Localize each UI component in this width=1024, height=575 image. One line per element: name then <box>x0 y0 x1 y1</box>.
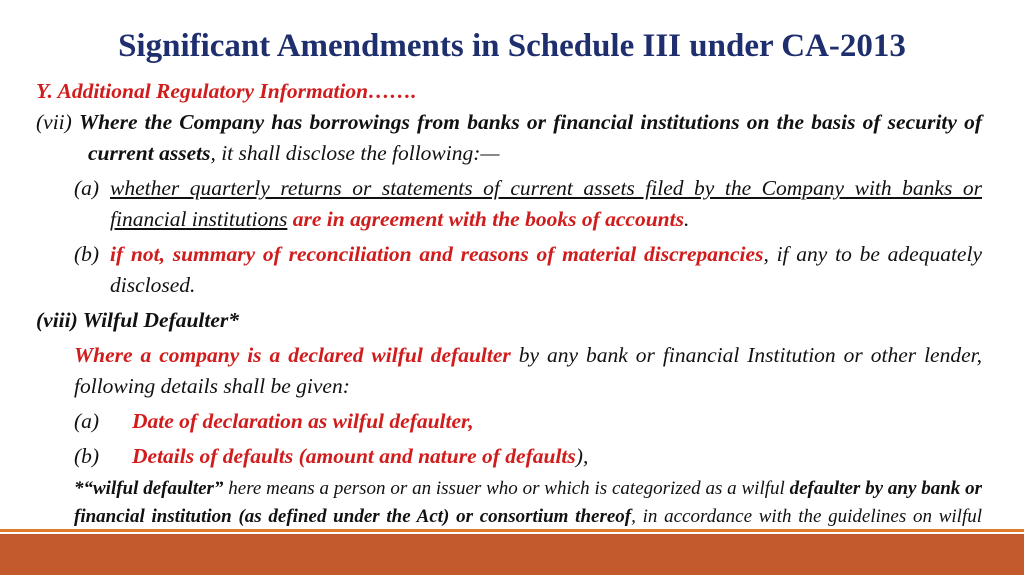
section-heading: Y. Additional Regulatory Information……. <box>36 79 417 103</box>
item-vii-a-end: . <box>683 207 690 231</box>
item-vii-b-red: if not, summary of reconciliation and reasons of material discrepancies <box>110 242 764 266</box>
item-viii-a-label: (a) <box>74 409 100 433</box>
slide-body <box>36 76 982 559</box>
item-vii-bold: Where the Company has borrowings from banks or financial institutions on the basis of security of current assets <box>78 110 983 165</box>
footer-bar <box>0 534 1024 575</box>
item-vii-a-red: are in agreement with the books of accounts <box>292 207 684 231</box>
item-vii <box>36 107 982 169</box>
item-vii-a <box>36 173 982 235</box>
item-vii-b-label: (b) <box>74 242 100 266</box>
item-vii-a-underlined: whether quarterly returns or statements of current assets filed by the Company with banks or financial institutions <box>110 176 982 231</box>
item-viii-intro-red: Where a company is a declared wilful defaulter <box>74 343 511 367</box>
item-vii-rest: , it shall disclose the following:— <box>210 141 500 165</box>
item-viii-intro-rest: by any bank or financial Institution or other lender, following details shall be given: <box>74 343 982 398</box>
item-vii-a-label: (a) <box>74 176 100 200</box>
footnote-text2: , in accordance with the guidelines on wilful <box>631 506 982 527</box>
footnote-text1: here means a person or an issuer who or which is categorized as a wilful <box>223 478 790 499</box>
footer-accent-line <box>0 529 1024 532</box>
footnote-bold: defaulter by any bank or financial institution (as defined under the Act) or consortium thereof <box>74 478 982 527</box>
item-viii-b-label: (b) <box>74 444 100 468</box>
item-vii-b-rest: , if any to be adequately disclosed. <box>110 242 982 297</box>
item-vii-label: (vii) <box>36 110 72 134</box>
item-viii-heading: (viii) Wilful Defaulter* <box>36 308 240 332</box>
item-viii-a <box>36 406 982 437</box>
slide-title: Significant Amendments in Schedule III under CA-2013 <box>118 28 906 64</box>
item-viii-b-red: Details of defaults (amount and nature of defaults <box>132 444 576 468</box>
item-vii-b <box>36 239 982 301</box>
item-viii-b-end: ), <box>575 444 589 468</box>
item-viii-intro <box>36 340 982 402</box>
item-viii-b <box>36 441 982 472</box>
item-viii-a-red: Date of declaration as wilful defaulter, <box>132 409 474 433</box>
footnote-term: *“wilful defaulter” <box>74 478 224 499</box>
